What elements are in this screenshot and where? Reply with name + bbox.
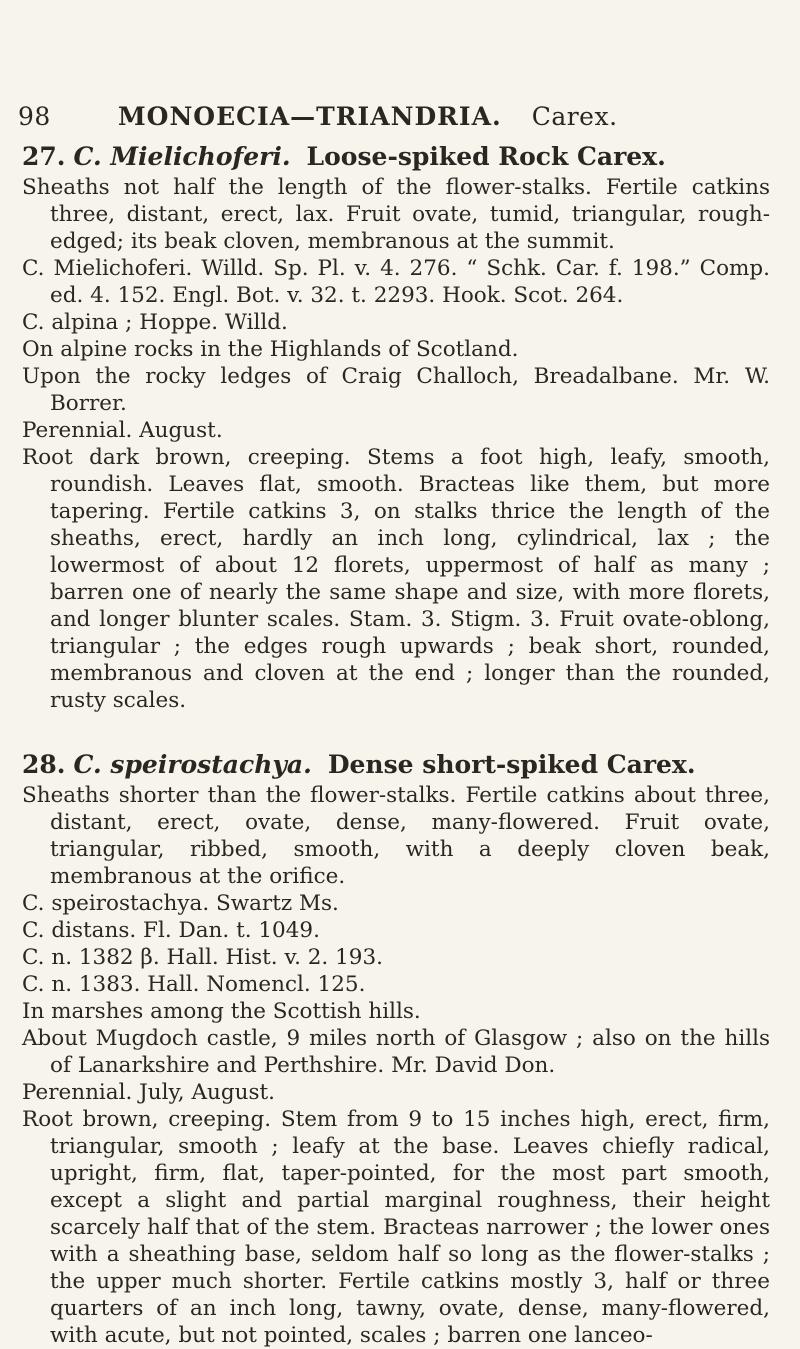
- synonym-citation: C. n. 1383. Hall. Nomencl. 125.: [22, 972, 366, 997]
- page-number: 98: [18, 102, 51, 131]
- running-title: MONOECIA—TRIANDRIA.: [118, 102, 502, 131]
- locality: About Mugdoch castle, 9 miles north of Glasgow ; also on the hills of Lanarkshire and Perthshire. Mr. David Don.: [22, 1026, 770, 1078]
- synonym-citation: C. alpina ; Hoppe. Willd.: [22, 310, 288, 335]
- species-description: Sheaths not half the length of the flower-stalks. Fertile catkins three, distant, erect, lax. Fruit ovate, tumid, triangular, rough-edged; its beak cloven, membranous at the summit.: [22, 175, 770, 254]
- entry-latin-name: C. speirostachya.: [73, 750, 312, 779]
- entry-title: [22, 748, 770, 782]
- synonym-citation: C. Mielichoferi. Willd. Sp. Pl. v. 4. 276. “ Schk. Car. f. 198.” Comp. ed. 4. 152. Engl. Bot. v. 32. t. 2293. Hook. Scot. 264.: [22, 256, 770, 308]
- entry-separator: [22, 714, 770, 748]
- species-description: Sheaths shorter than the flower-stalks. Fertile catkins about three, distant, erect, ovate, dense, many-flowered. Fruit ovate, triangular, ribbed, smooth, with a deeply cloven beak, membranous at the orifice.: [22, 783, 770, 889]
- entry-number: 28.: [22, 750, 66, 779]
- entry-title: [22, 140, 770, 174]
- habitat: In marshes among the Scottish hills.: [22, 999, 421, 1024]
- duration-flowering: Perennial. July, August.: [22, 1080, 275, 1105]
- synonym-citation: C. n. 1382 β. Hall. Hist. v. 2. 193.: [22, 945, 383, 970]
- habitat: On alpine rocks in the Highlands of Scotland.: [22, 337, 519, 362]
- duration-flowering: Perennial. August.: [22, 418, 223, 443]
- entry-common-name: Dense short-spiked Carex.: [327, 750, 696, 779]
- genus-heading: Carex.: [531, 102, 618, 131]
- species-entry: [22, 748, 770, 1349]
- entry-number: 27.: [22, 142, 66, 171]
- synonym-citation: C. distans. Fl. Dan. t. 1049.: [22, 918, 320, 943]
- synonym-citation: C. speirostachya. Swartz Ms.: [22, 891, 339, 916]
- entry-latin-name: C. Mielichoferi.: [73, 142, 291, 171]
- locality: Upon the rocky ledges of Craig Challoch, Breadalbane. Mr. W. Borrer.: [22, 364, 770, 416]
- species-entry: [22, 140, 770, 714]
- page-body: [22, 140, 770, 1349]
- detailed-description: Root brown, creeping. Stem from 9 to 15 inches high, erect, firm, triangular, smooth ; leafy at the base. Leaves chiefly radical, upright, firm, flat, taper-pointed, for the most part smooth, except a slight and partial marginal roughness, their height scarcely half that of the stem. Bracteas narrower ; the lower ones with a sheathing base, seldom half so long as the flower-stalks ; the upper much shorter. Fertile catkins mostly 3, half or three quarters of an inch long, tawny, ovate, dense, many-flowered, with acute, but not pointed, scales ; barren one lanceo-: [22, 1107, 770, 1348]
- detailed-description: Root dark brown, creeping. Stems a foot high, leafy, smooth, roundish. Leaves flat, smooth. Bracteas like them, but more tapering. Fertile catkins 3, on stalks thrice the length of the sheaths, erect, hardly an inch long, cylindrical, lax ; the lowermost of about 12 florets, uppermost of half as many ; barren one of nearly the same shape and size, with more florets, and longer blunter scales. Stam. 3. Stigm. 3. Fruit ovate-oblong, triangular ; the edges rough upwards ; beak short, rounded, membranous and cloven at the end ; longer than the rounded, rusty scales.: [22, 445, 770, 713]
- running-header: [18, 102, 780, 136]
- entry-common-name: Loose-spiked Rock Carex.: [306, 142, 666, 171]
